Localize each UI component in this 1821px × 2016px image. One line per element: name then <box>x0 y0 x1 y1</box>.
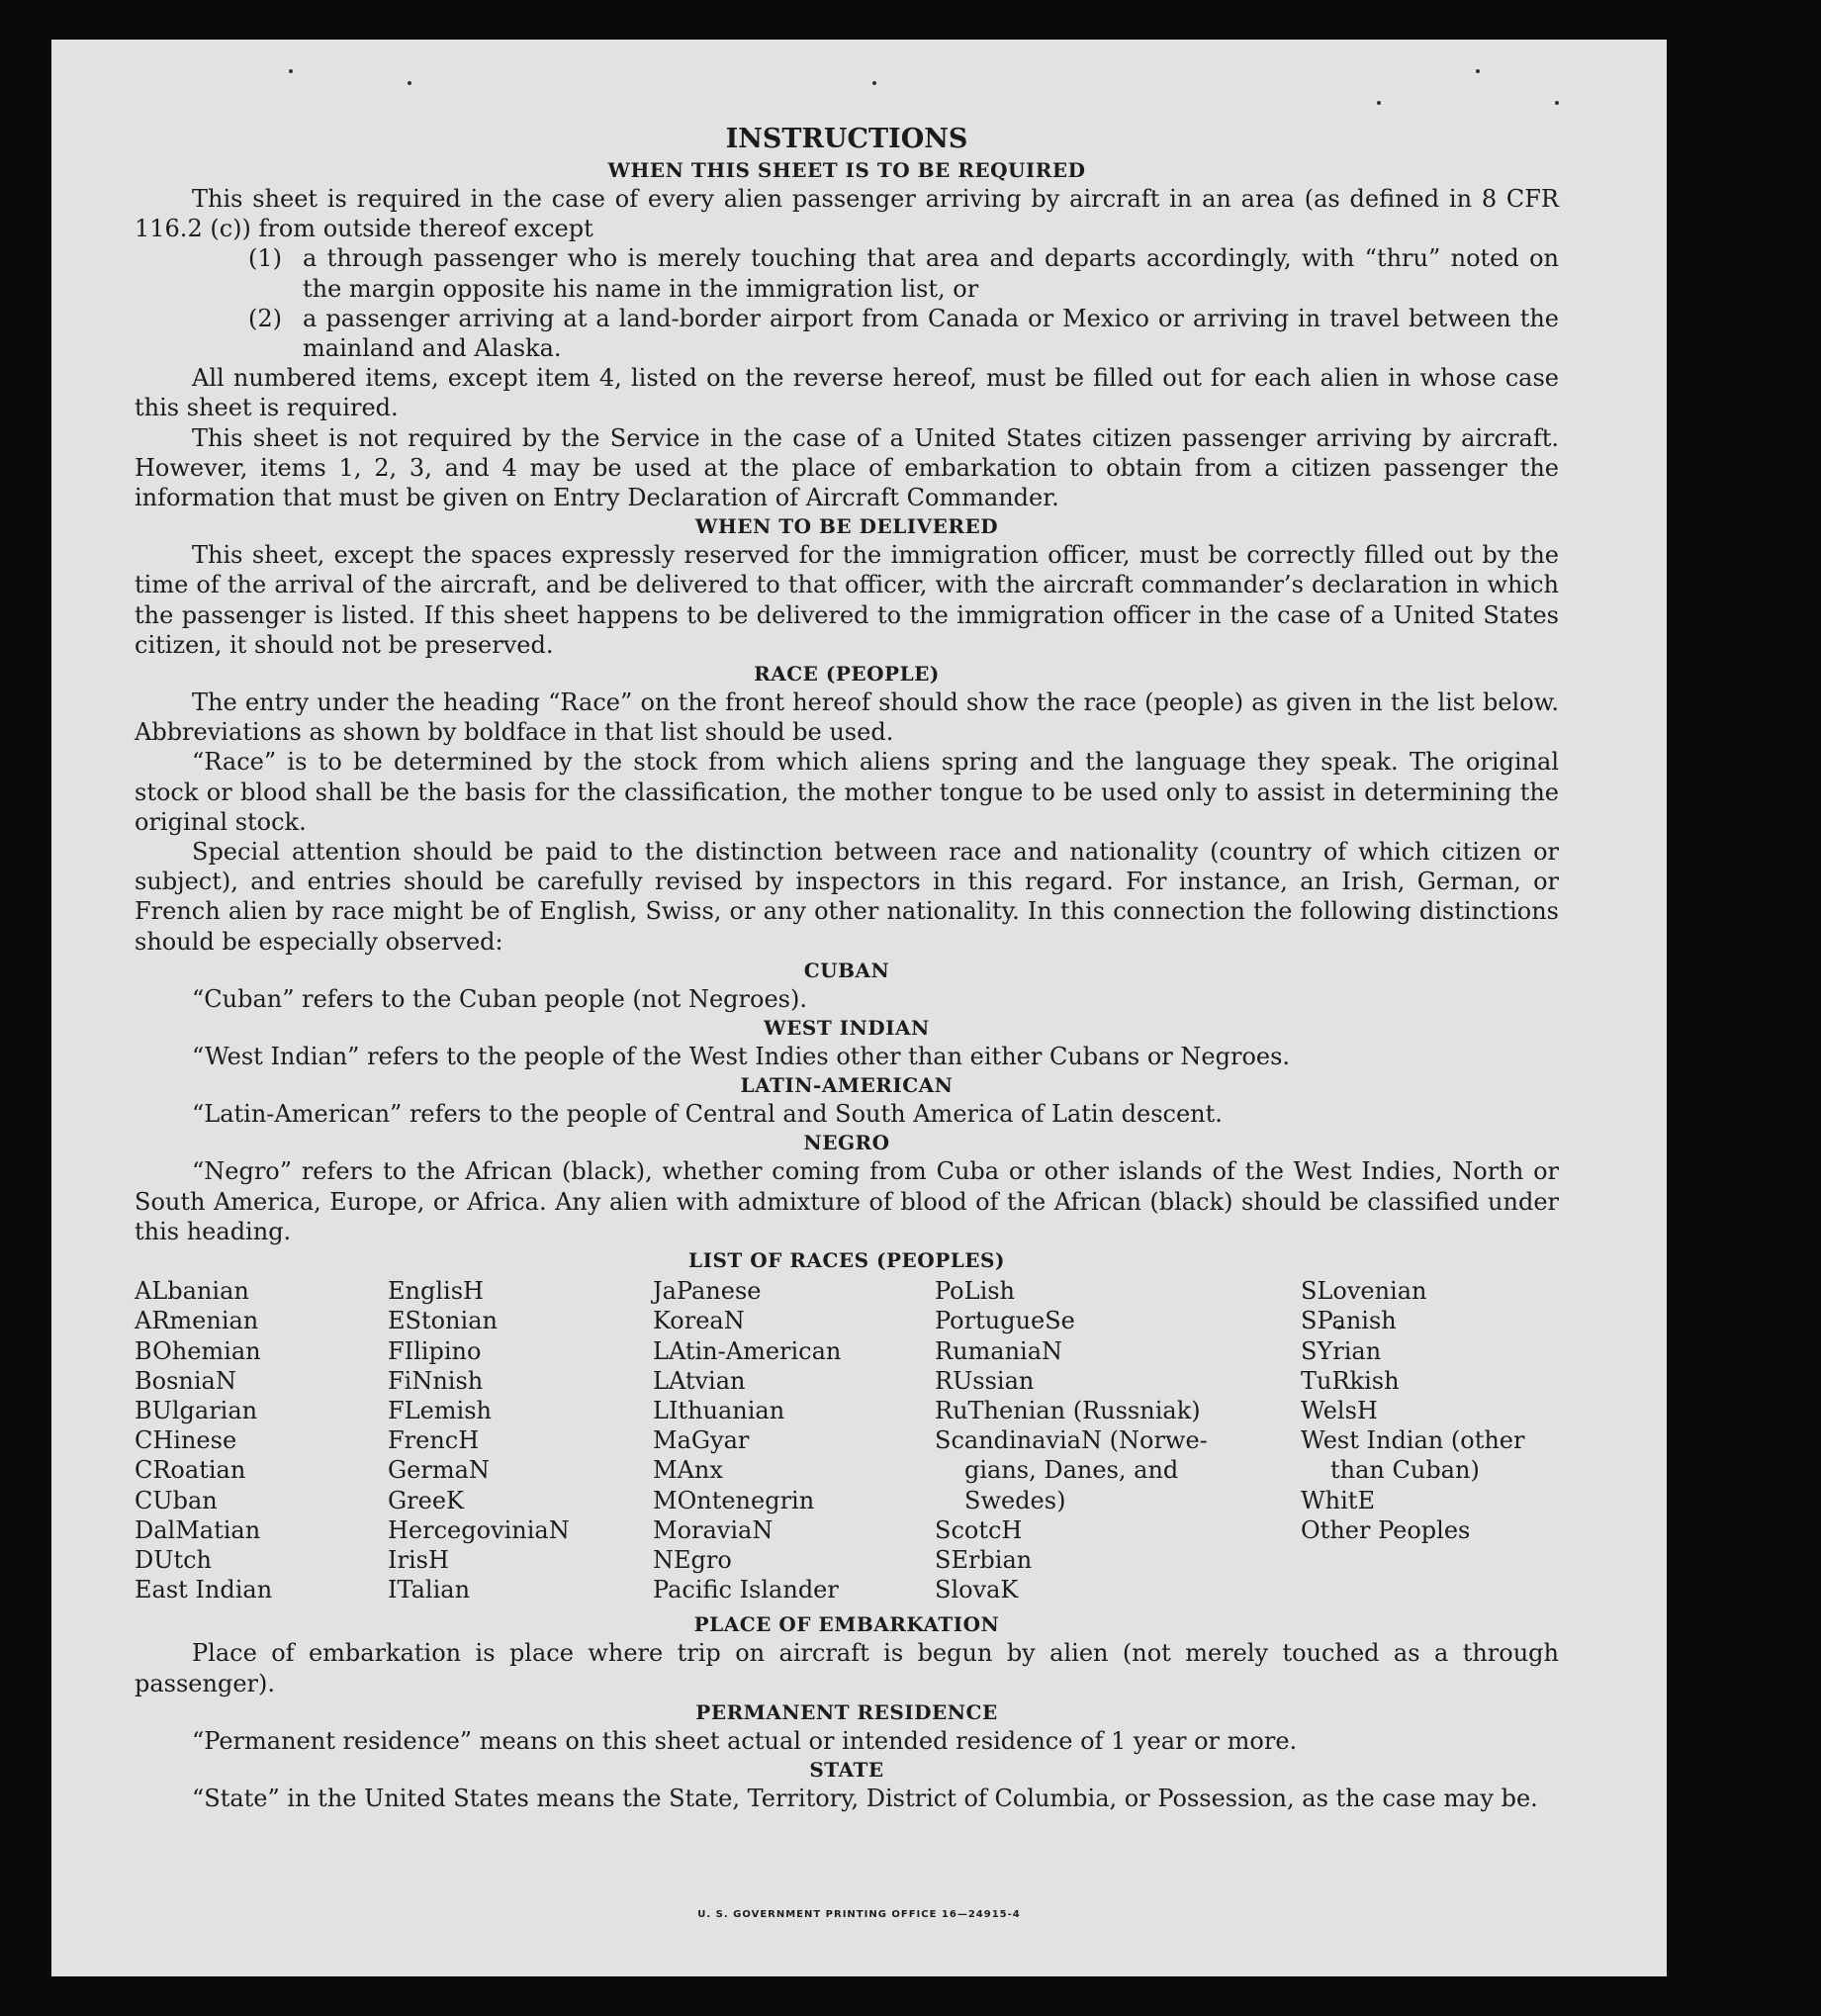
race-item: PoLish <box>935 1277 1016 1306</box>
latin-american-definition: “Latin-American” refers to the people of Central and South America of Latin descent. <box>192 1100 1223 1129</box>
race-item: JaPanese <box>653 1277 762 1306</box>
race-item: WelsH <box>1301 1396 1378 1424</box>
race-item: CHinese <box>135 1426 237 1455</box>
speck <box>1555 101 1559 105</box>
race-item: FLemish <box>388 1396 492 1424</box>
race-item: NEgro <box>653 1545 732 1574</box>
race-item: SLovenian <box>1301 1277 1427 1306</box>
race-item: EnglisH <box>388 1277 484 1306</box>
race-item: gians, Danes, and <box>964 1456 1179 1485</box>
race-item: CRoatian <box>135 1456 246 1485</box>
heading-west-indian: WEST INDIAN <box>764 1016 930 1041</box>
race-item: RumaniaN <box>935 1336 1063 1365</box>
races-column <box>135 1276 388 1604</box>
heading-cuban: CUBAN <box>803 958 890 982</box>
race-item: PortugueSe <box>935 1307 1075 1335</box>
races-list <box>135 1276 1559 1604</box>
when-required-intro: This sheet is required in the case of every alien passenger arriving by aircraft in an area (as defined in 8 CFR 116.2 (c)) from outside thereof except <box>135 185 1559 243</box>
race-item: GreeK <box>388 1486 464 1514</box>
cuban-definition: “Cuban” refers to the Cuban people (not Negroes). <box>192 984 807 1013</box>
speck <box>289 69 293 73</box>
citizen-paragraph: This sheet is not required by the Service in the case of a United States citizen passenger arriving by aircraft. However, items 1, 2, 3, and 4 may be used at the place of embarkation to obtain from a citizen passenger the information that must be given on Entry Declaration of Aircraft Commander. <box>135 423 1559 512</box>
heading-latin-american: LATIN-AMERICAN <box>740 1073 954 1098</box>
west-indian-definition: “West Indian” refers to the people of the West Indies other than either Cubans or Negroes. <box>192 1043 1291 1071</box>
race-item: Swedes) <box>964 1486 1066 1514</box>
race-item: RUssian <box>935 1366 1035 1395</box>
speck <box>1377 101 1381 105</box>
race-item: Pacific Islander <box>653 1576 839 1604</box>
races-column <box>935 1276 1301 1604</box>
race-item: ScotcH <box>935 1515 1023 1544</box>
race-item: SYrian <box>1301 1336 1382 1365</box>
exception-number: (2) <box>248 304 282 332</box>
race-paragraph: The entry under the heading “Race” on the front hereof should show the race (people) as given in the list below. Abbreviations as shown by boldface in that list should be used. <box>135 688 1559 747</box>
heading-when-delivered: WHEN TO BE DELIVERED <box>694 514 999 539</box>
races-column <box>388 1276 653 1604</box>
race-item: Other Peoples <box>1301 1515 1471 1544</box>
race-item: ITalian <box>388 1576 471 1604</box>
race-item: SErbian <box>935 1545 1033 1574</box>
race-item: LIthuanian <box>653 1396 785 1424</box>
document-sheet <box>51 40 1667 1976</box>
race-item: FIlipino <box>388 1336 482 1365</box>
numbered-items-paragraph: All numbered items, except item 4, listed on the reverse hereof, must be filled out for each alien in whose case this sheet is required. <box>135 364 1559 422</box>
speck <box>1476 69 1480 73</box>
race-item: HercegoviniaN <box>388 1515 570 1544</box>
race-item: BUlgarian <box>135 1396 258 1424</box>
heading-when-required: WHEN THIS SHEET IS TO BE REQUIRED <box>607 158 1086 182</box>
race-item: ALbanian <box>135 1277 249 1306</box>
heading-permanent-residence: PERMANENT RESIDENCE <box>695 1699 998 1724</box>
race-item: BosniaN <box>135 1366 236 1395</box>
race-item: FiNnish <box>388 1366 484 1395</box>
heading-state: STATE <box>809 1757 884 1782</box>
races-column <box>1301 1276 1559 1604</box>
race-item: MoraviaN <box>653 1515 774 1544</box>
race-item: LAtvian <box>653 1366 746 1395</box>
instructions-content <box>135 123 1559 1813</box>
printing-office-footer: U. S. GOVERNMENT PRINTING OFFICE 16—24915-4 <box>697 1909 1021 1920</box>
heading-race: RACE (PEOPLE) <box>754 662 940 687</box>
race-item: SPanish <box>1301 1307 1397 1335</box>
race-paragraph: Special attention should be paid to the distinction between race and nationality (country of which citizen or subject), and entries should be carefully revised by inspectors in this regard. For instance, an Irish, German, or French alien by race might be of English, Swiss, or any other nationality. In this connection the following distinctions should be especially observed: <box>135 838 1559 956</box>
speck <box>872 81 876 85</box>
race-item: CUban <box>135 1486 218 1514</box>
residence-definition: “Permanent residence” means on this sheet actual or intended residence of 1 year or more. <box>192 1726 1298 1755</box>
race-item: ScandinaviaN (Norwe- <box>935 1426 1208 1455</box>
exception-text: a through passenger who is merely touching that area and departs accordingly, with “thru” noted on the margin opposite his name in the immigration list, or <box>303 244 1559 303</box>
race-item: ARmenian <box>135 1307 259 1335</box>
speck <box>408 81 411 85</box>
race-item: KoreaN <box>653 1307 745 1335</box>
exception-item <box>135 304 1559 363</box>
race-item: EStonian <box>388 1307 498 1335</box>
embarkation-definition: Place of embarkation is place where trip on aircraft is begun by alien (not merely touched as a through passenger). <box>135 1639 1559 1697</box>
delivery-paragraph: This sheet, except the spaces expressly reserved for the immigration officer, must be correctly filled out by the time of the arrival of the aircraft, and be delivered to that officer, with the aircraft commander’s declaration in which the passenger is listed. If this sheet happens to be delivered to the immigration officer in the case of a United States citizen, it should not be preserved. <box>135 541 1559 659</box>
page-title: INSTRUCTIONS <box>725 124 968 154</box>
race-item: DalMatian <box>135 1515 261 1544</box>
race-item: East Indian <box>135 1576 273 1604</box>
race-item: West Indian (other <box>1301 1426 1525 1455</box>
race-item: DUtch <box>135 1545 213 1574</box>
exception-text: a passenger arriving at a land-border airport from Canada or Mexico or arriving in travel between the mainland and Alaska. <box>303 304 1559 363</box>
race-item: TuRkish <box>1301 1366 1400 1395</box>
race-item: BOhemian <box>135 1336 261 1365</box>
race-item: LAtin-American <box>653 1336 842 1365</box>
exception-item <box>135 243 1559 303</box>
race-item: IrisH <box>388 1545 449 1574</box>
exception-number: (1) <box>248 244 282 273</box>
race-item: than Cuban) <box>1330 1456 1480 1485</box>
race-item: FrencH <box>388 1426 480 1455</box>
race-item: MOntenegrin <box>653 1486 815 1514</box>
race-item: GermaN <box>388 1456 490 1485</box>
race-item: WhitE <box>1301 1486 1375 1514</box>
negro-definition: “Negro” refers to the African (black), whether coming from Cuba or other islands of the West Indies, North or South America, Europe, or Africa. Any alien with admixture of blood of the African (black) should be classified under this heading. <box>135 1157 1559 1245</box>
race-item: RuThenian (Russniak) <box>935 1396 1201 1424</box>
heading-embarkation: PLACE OF EMBARKATION <box>693 1612 1000 1637</box>
heading-negro: NEGRO <box>803 1131 890 1155</box>
races-column <box>653 1276 935 1604</box>
race-item: MAnx <box>653 1456 723 1485</box>
state-definition: “State” in the United States means the State, Territory, District of Columbia, or Possession, as the case may be. <box>192 1784 1538 1812</box>
race-item: MaGyar <box>653 1426 750 1455</box>
heading-list-of-races: LIST OF RACES (PEOPLES) <box>688 1248 1005 1273</box>
race-item: SlovaK <box>935 1576 1019 1604</box>
race-paragraph: “Race” is to be determined by the stock from which aliens spring and the language they speak. The original stock or blood shall be the basis for the classification, the mother tongue to be used only to assist in determining the original stock. <box>135 748 1559 836</box>
